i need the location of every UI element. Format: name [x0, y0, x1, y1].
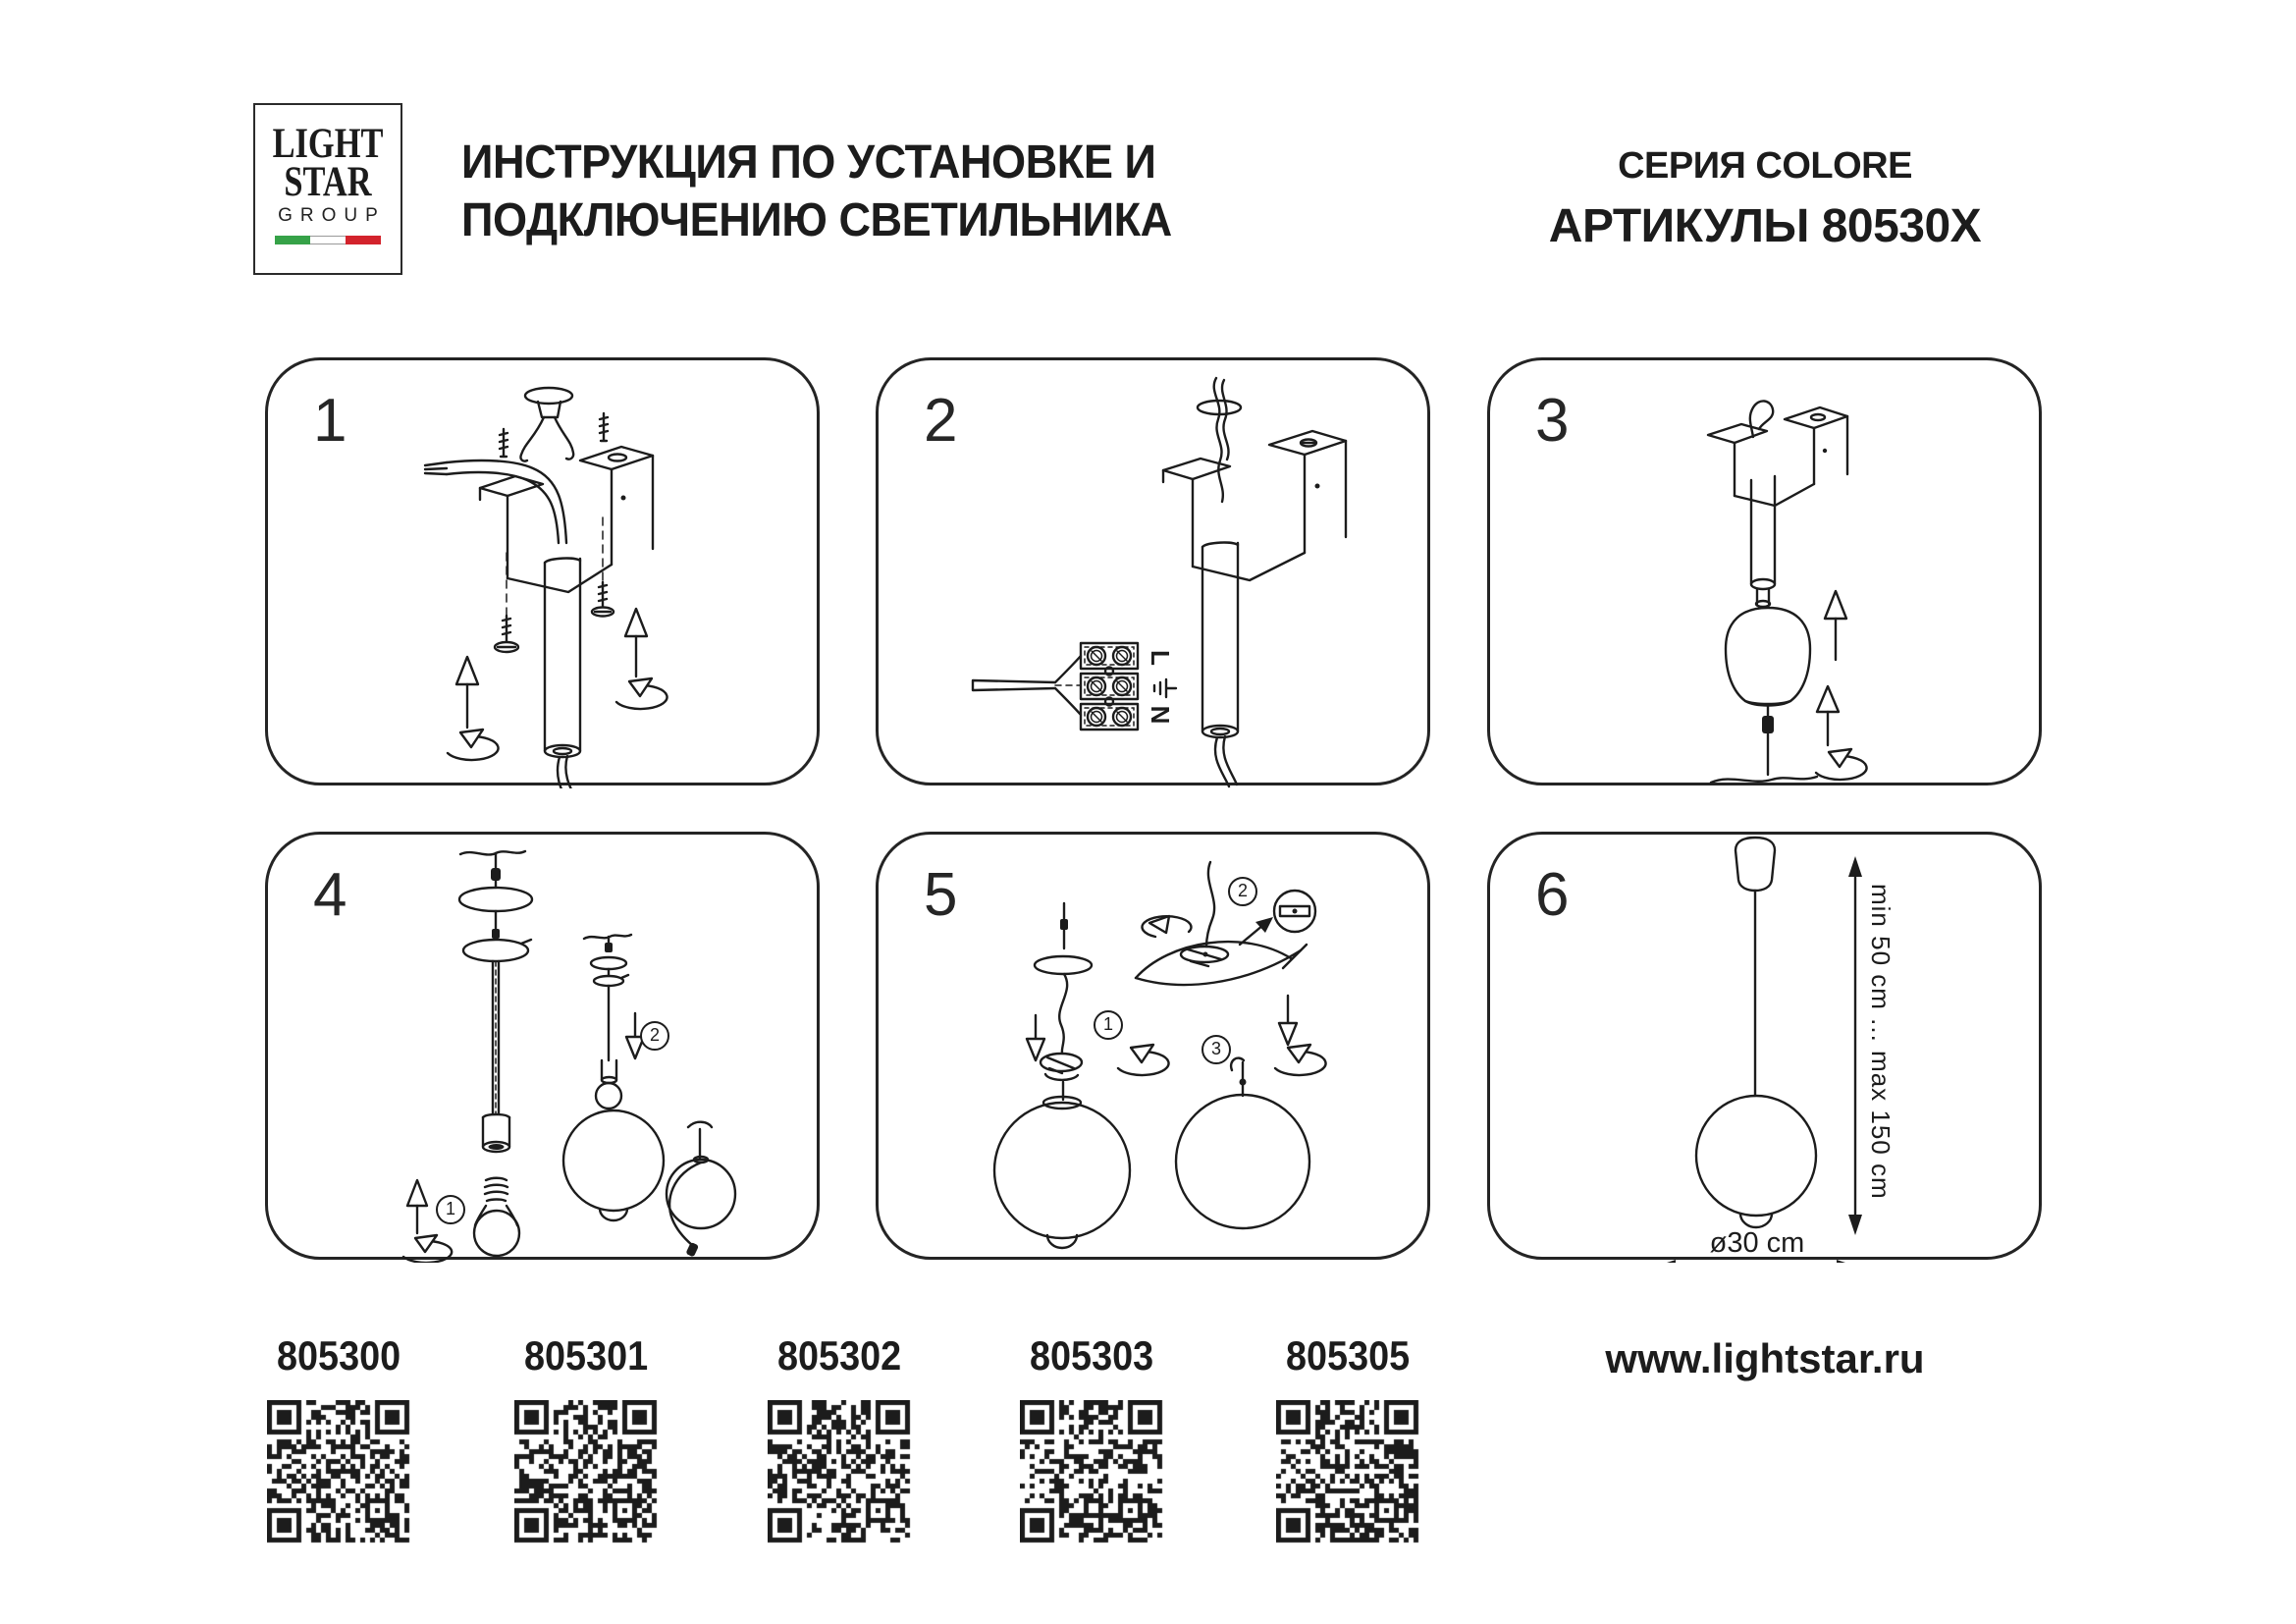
rotate-arrow-icon	[1142, 916, 1191, 937]
cord-stopper-icon	[1711, 706, 1817, 783]
down-arrow-icon	[1027, 1015, 1044, 1060]
pendant-tube-icon	[1173, 543, 1291, 788]
step-3-diagram	[1490, 360, 2045, 788]
step-1-diagram	[268, 360, 823, 788]
ceiling-hole-icon	[1198, 378, 1241, 502]
pointer-arrow-icon	[1240, 917, 1273, 945]
cord-canopy-icon	[1035, 903, 1092, 1053]
height-range-label: min 50 cm ... max 150 cm	[1866, 884, 1896, 1200]
step-badge-2: 2	[1228, 877, 1257, 906]
canopy-cup-icon	[1726, 608, 1810, 706]
article-block	[731, 1333, 947, 1543]
article-block	[984, 1333, 1200, 1543]
globe-with-cord-icon	[667, 1122, 735, 1258]
globe-with-knot-icon	[1176, 1058, 1309, 1228]
article-number: 805302	[776, 1332, 902, 1379]
rotate-up-arrow-icon	[616, 609, 667, 709]
glass-globe-icon	[994, 1097, 1130, 1248]
article-number: 805301	[523, 1332, 649, 1379]
title-line-1: ИНСТРУКЦИЯ ПО УСТАНОВКЕ И	[461, 136, 1156, 189]
step-panel-2	[876, 357, 1430, 785]
height-dimension-arrow-icon	[1848, 856, 1862, 1235]
qr-code	[267, 1400, 410, 1543]
step-number: 3	[1535, 387, 1570, 455]
step-panel-4	[265, 832, 820, 1260]
article-block	[478, 1333, 694, 1543]
mains-cable-icon	[425, 460, 566, 543]
qr-code	[768, 1400, 911, 1543]
title-line-2: ПОДКЛЮЧЕНИЮ СВЕТИЛЬНИКА	[461, 194, 1172, 246]
flag-white	[310, 236, 346, 244]
step-badge-2: 2	[640, 1021, 669, 1051]
step-panel-6	[1487, 832, 2042, 1260]
lamp-socket-icon	[483, 1114, 509, 1152]
light-bulb-icon	[474, 1178, 519, 1256]
small-pendant-icon	[584, 935, 631, 1109]
screw-icon	[495, 517, 614, 652]
page-title	[461, 134, 1217, 249]
supply-wires-icon	[973, 656, 1081, 715]
terminal-block-icon	[1081, 643, 1138, 730]
ceiling-cup-icon	[1735, 838, 1775, 891]
logo-group: GROUP	[278, 205, 386, 226]
series-name: СЕРИЯ COLORE	[1618, 145, 1912, 187]
lightstar-logo	[253, 103, 402, 275]
qr-code	[1276, 1400, 1419, 1543]
article-block	[1240, 1333, 1456, 1543]
logo-star: STAR	[284, 159, 372, 205]
flag-green	[275, 236, 310, 244]
lock-detail-icon	[1274, 891, 1315, 932]
diameter-label: ø30 cm	[1709, 1227, 1805, 1259]
step-panel-1	[265, 357, 820, 785]
pendant-tube-icon	[1751, 476, 1775, 607]
rotate-arrow-icon	[1118, 1045, 1169, 1075]
article-number: 805300	[276, 1332, 401, 1379]
step-badge-3: 3	[1201, 1035, 1231, 1064]
qr-code	[1020, 1400, 1163, 1543]
series-block	[1520, 145, 2010, 253]
article-block	[231, 1333, 447, 1543]
rotate-up-arrow-icon	[448, 657, 499, 760]
step-panel-3	[1487, 357, 2042, 785]
step-6-diagram	[1490, 835, 2045, 1263]
glass-globe-icon	[563, 1110, 664, 1220]
step-number: 6	[1535, 861, 1570, 929]
lock-disc-icon	[1041, 1054, 1082, 1100]
step-panel-5	[876, 832, 1430, 1260]
step-4-diagram	[268, 835, 823, 1263]
ceiling-canopy-icon	[520, 388, 573, 461]
articles-code: АРТИКУЛЫ 80530X	[1548, 200, 1982, 252]
terminal-label-neutral: N	[1146, 705, 1175, 725]
step-number: 1	[313, 387, 347, 455]
wall-anchor-icon	[500, 413, 608, 457]
qr-code	[514, 1400, 658, 1543]
step-5-diagram	[879, 835, 1433, 1263]
up-arrow-icon	[1825, 591, 1846, 660]
step-badge-1: 1	[1094, 1010, 1123, 1040]
italian-flag-icon	[275, 236, 381, 244]
flag-red	[346, 236, 381, 244]
earth-ground-icon	[1154, 679, 1176, 697]
step-badge-1: 1	[436, 1195, 465, 1224]
rotate-arrow-icon	[1275, 1045, 1326, 1075]
glass-globe-icon	[1696, 1096, 1816, 1227]
hook-wire-icon	[1750, 401, 1773, 437]
step-number: 5	[924, 861, 958, 929]
terminal-label-line: L	[1146, 650, 1175, 666]
rotate-up-arrow-icon	[1816, 686, 1867, 780]
down-arrow-icon	[1279, 996, 1297, 1045]
mounting-bracket-icon	[1708, 407, 1847, 506]
cord-suspension-icon	[459, 851, 532, 1113]
diameter-dimension-arrow-icon	[1655, 1260, 1857, 1263]
website-url: www.lightstar.ru	[1605, 1335, 1925, 1381]
logo-light: LIGHT	[272, 121, 384, 167]
article-number: 805305	[1285, 1332, 1411, 1379]
step-number: 2	[924, 387, 958, 455]
step-number: 4	[313, 861, 347, 929]
article-number: 805303	[1029, 1332, 1154, 1379]
mounting-bracket-icon	[1163, 431, 1346, 580]
